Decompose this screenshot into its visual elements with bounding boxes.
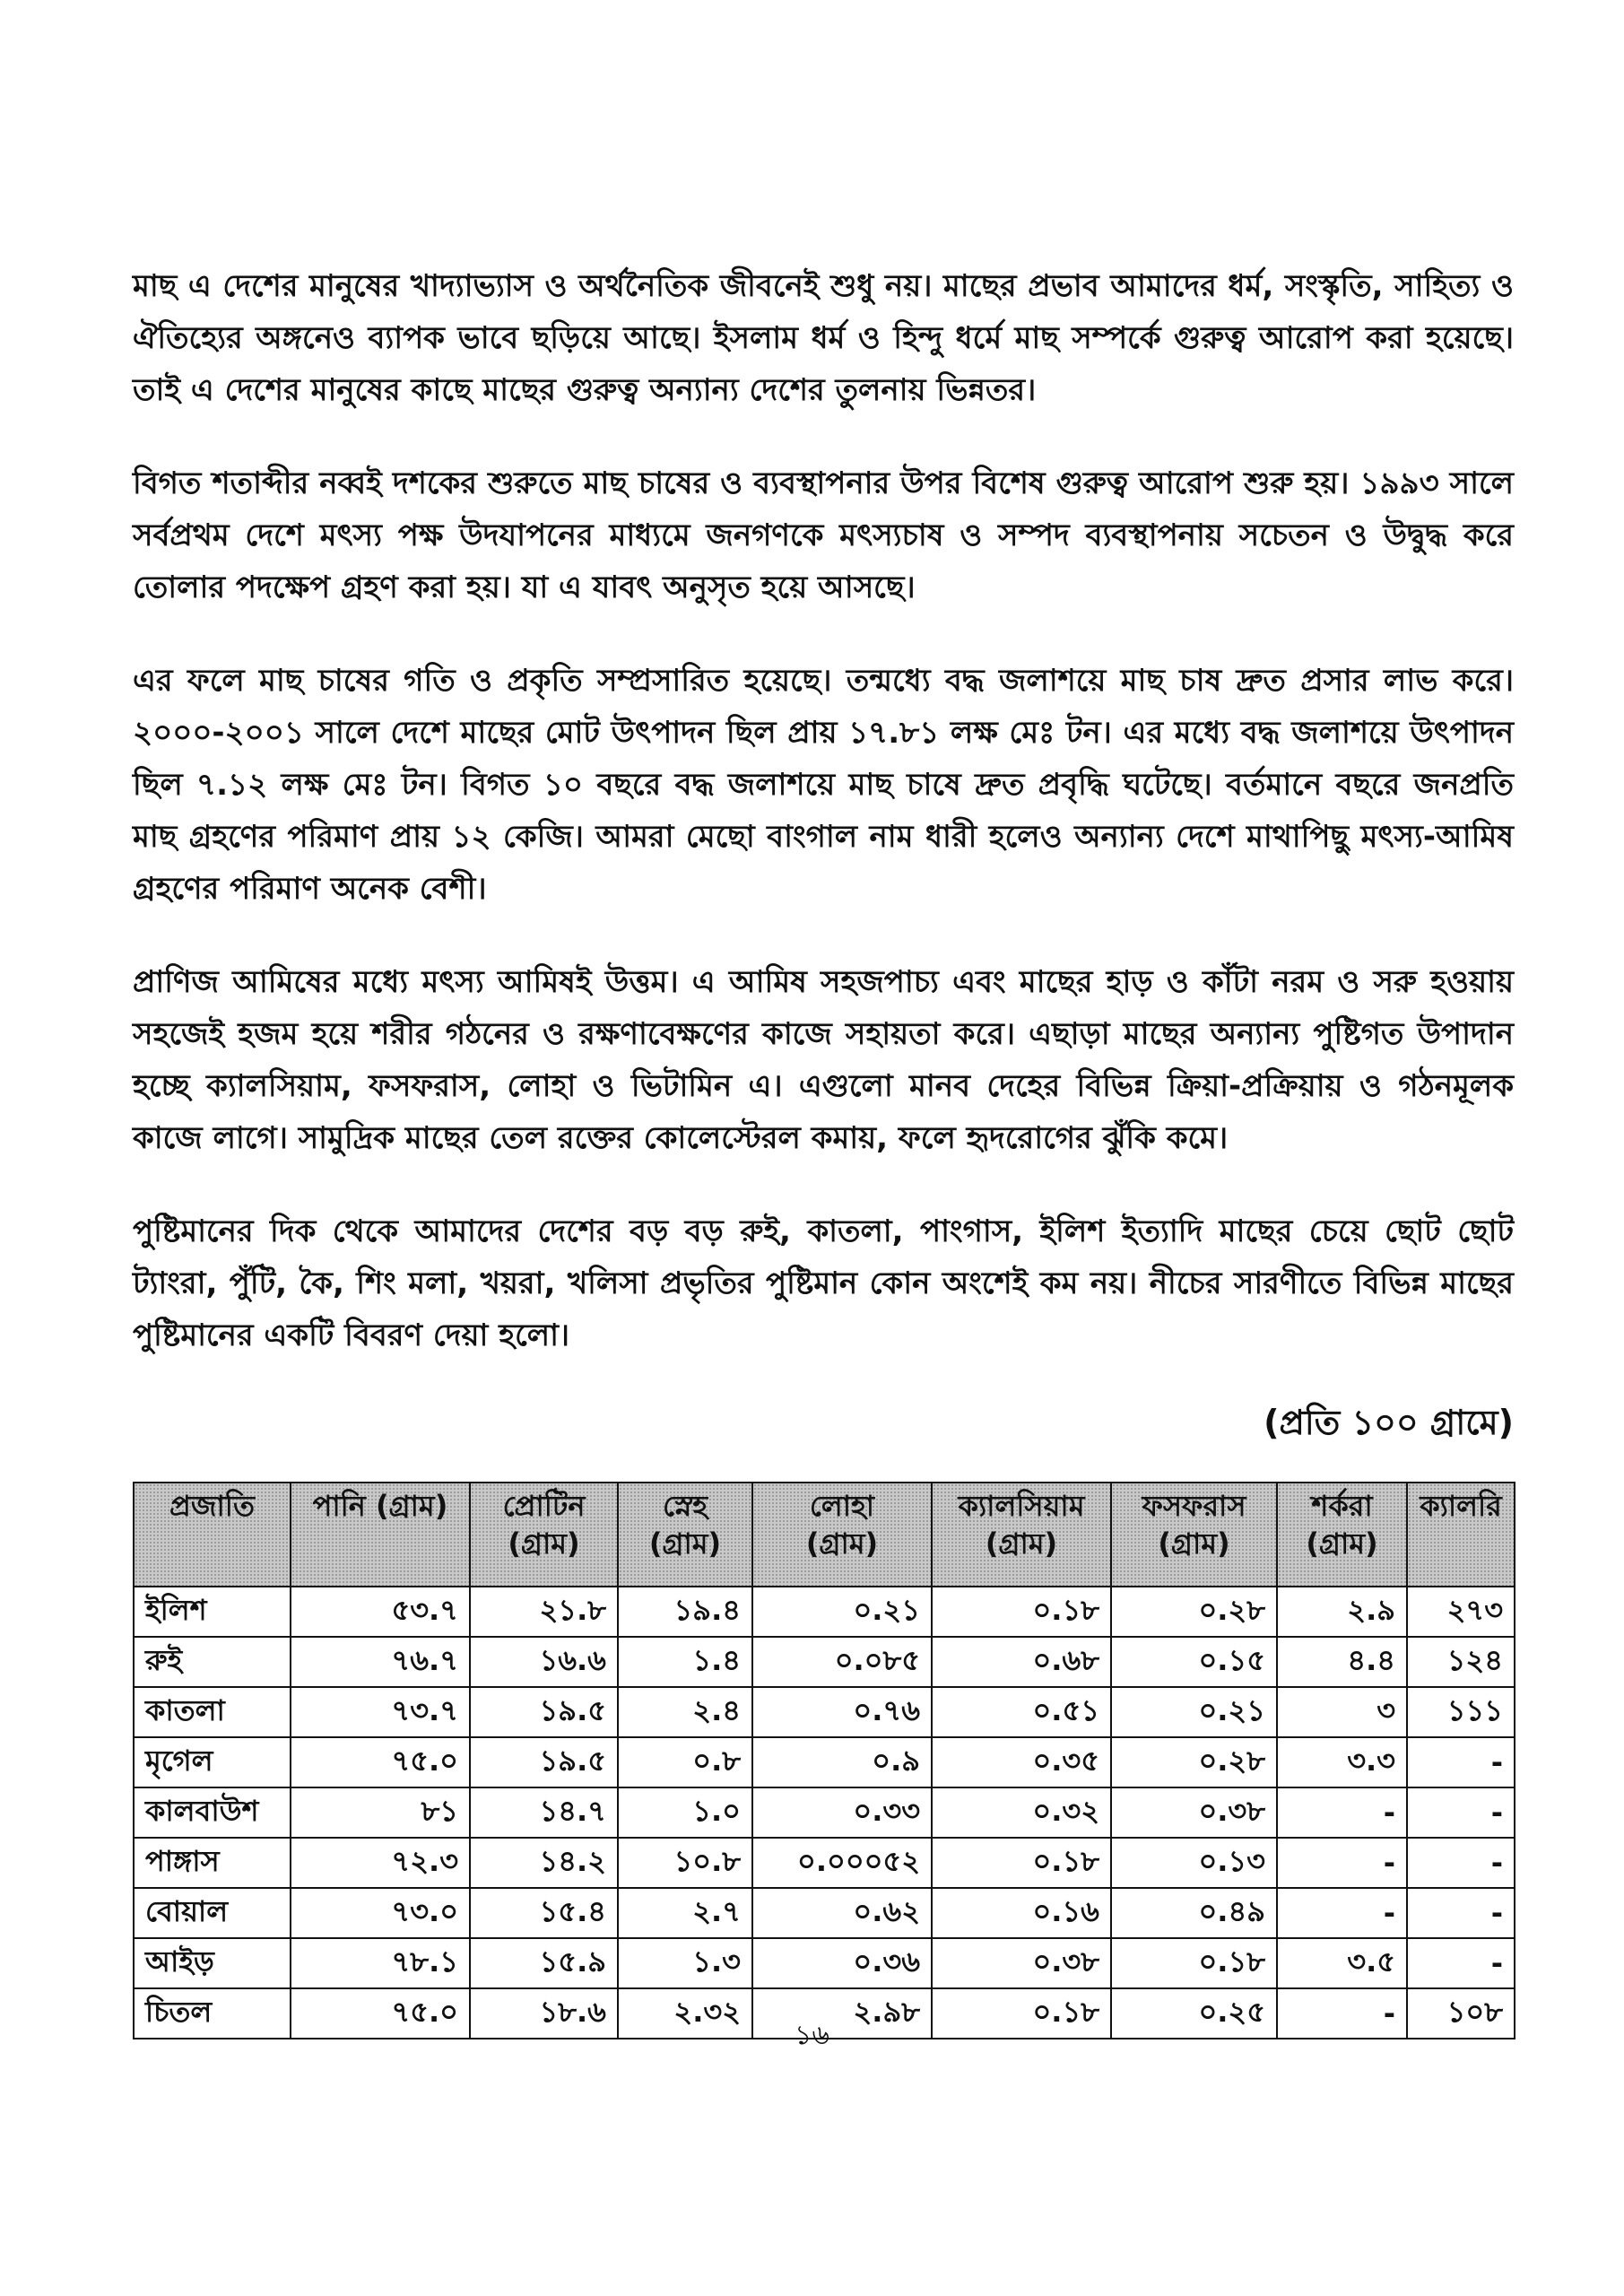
value-cell: ০.০৮৫ [752, 1637, 932, 1687]
nutrition-table [133, 1482, 1515, 2039]
value-cell: ০.৫১ [932, 1687, 1111, 1737]
value-cell: ২১.৮ [470, 1587, 618, 1637]
species-cell: চিতল [134, 1988, 291, 2039]
column-header-label: প্রোটিন [502, 1489, 586, 1523]
paragraph: মাছ এ দেশের মানুষের খাদ্যাভ্যাস ও অর্থনৈতিক জীবনেই শুধু নয়। মাছের প্রভাব আমাদের ধর্ম, সংস্কৃতি, সাহিত্য ও ঐতিহ্যের অঙ্গনেও ব্যাপক ভাবে ছড়িয়ে আছে। ইসলাম ধর্ম ও হিন্দু ধর্মে মাছ সম্পর্কে গুরুত্ব আরোপ করা হয়েছে। তাই এ দেশের মানুষের কাছে মাছের গুরুত্ব অন্যান্য দেশের তুলনায় ভিন্নতর। [133, 268, 1514, 408]
column-header-unit: (গ্রাম) [985, 1526, 1058, 1561]
page-number: ১৬ [795, 2020, 829, 2051]
value-cell: - [1407, 1737, 1515, 1787]
table-row [134, 1838, 1515, 1888]
species-cell: কালবাউশ [134, 1787, 291, 1838]
value-cell: ০.২৮ [1111, 1587, 1277, 1637]
value-cell: ১৬.৬ [470, 1637, 618, 1687]
value-cell: ৭৫.০ [291, 1737, 470, 1787]
species-cell: কাতলা [134, 1687, 291, 1737]
column-header-label: শর্করা [1311, 1489, 1373, 1523]
species-cell: পাঙ্গাস [134, 1838, 291, 1888]
value-cell: ৭২.৩ [291, 1838, 470, 1888]
column-header-unit: (গ্রাম) [1306, 1526, 1378, 1561]
value-cell: ০.২৫ [1111, 1988, 1277, 2039]
table-header-row [134, 1483, 1515, 1587]
paragraph: এর ফলে মাছ চাষের গতি ও প্রকৃতি সম্প্রসারিত হয়েছে। তন্মধ্যে বদ্ধ জলাশয়ে মাছ চাষ দ্রুত প্রসার লাভ করে। ২০০০-২০০১ সালে দেশে মাছের মোট উৎপাদন ছিল প্রায় ১৭.৮১ লক্ষ মেঃ টন। এর মধ্যে বদ্ধ জলাশয়ে উৎপাদন ছিল ৭.১২ লক্ষ মেঃ টন। বিগত ১০ বছরে বদ্ধ জলাশয়ে মাছ চাষে দ্রুত প্রবৃদ্ধি ঘটেছে। বর্তমানে বছরে জনপ্রতি মাছ গ্রহণের পরিমাণ প্রায় ১২ কেজি। আমরা মেছো বাংগাল নাম ধারী হলেও অন্যান্য দেশে মাথাপিছু মৎস্য-আমিষ গ্রহণের পরিমাণ অনেক বেশী। [133, 663, 1514, 907]
value-cell: ১১১ [1407, 1687, 1515, 1737]
value-cell: ০.৯ [752, 1737, 932, 1787]
value-cell: ০.১৮ [932, 1838, 1111, 1888]
table-row [134, 1938, 1515, 1988]
column-header [1407, 1483, 1515, 1587]
table-row [134, 1737, 1515, 1787]
value-cell: ০.৪৯ [1111, 1888, 1277, 1938]
value-cell: ০.৬২ [752, 1888, 932, 1938]
column-header [134, 1483, 291, 1587]
value-cell: ৮১ [291, 1787, 470, 1838]
value-cell: ০.১৮ [932, 1988, 1111, 2039]
value-cell: ০.৩৫ [932, 1737, 1111, 1787]
value-cell: ২.৯৮ [752, 1988, 932, 2039]
column-header [932, 1483, 1111, 1587]
column-header-label: স্নেহ [662, 1489, 708, 1523]
value-cell: - [1407, 1938, 1515, 1988]
value-cell: ১২৪ [1407, 1637, 1515, 1687]
value-cell: ২.৯ [1277, 1587, 1407, 1637]
value-cell: ২.৭ [618, 1888, 752, 1938]
paragraph: পুষ্টিমানের দিক থেকে আমাদের দেশের বড় বড় রুই, কাতলা, পাংগাস, ইলিশ ইত্যাদি মাছের চেয়ে ছোট ছোট ট্যাংরা, পুঁটি, কৈ, শিং মলা, খয়রা, খলিসা প্রভৃতির পুষ্টিমান কোন অংশেই কম নয়। নীচের সারণীতে বিভিন্ন মাছের পুষ্টিমানের একটি বিবরণ দেয়া হলো। [133, 1213, 1514, 1353]
value-cell: - [1407, 1888, 1515, 1938]
value-cell: ০.৩৬ [752, 1938, 932, 1988]
value-cell: ১৮.৬ [470, 1988, 618, 2039]
column-header-label: লোহা [809, 1489, 875, 1523]
value-cell: ০.০০০৫২ [752, 1838, 932, 1888]
value-cell: ১৪.৭ [470, 1787, 618, 1838]
value-cell: ৭৩.৭ [291, 1687, 470, 1737]
table-row [134, 1787, 1515, 1838]
species-cell: বোয়াল [134, 1888, 291, 1938]
value-cell: - [1277, 1838, 1407, 1888]
species-cell: ইলিশ [134, 1587, 291, 1637]
value-cell: ৭৩.০ [291, 1888, 470, 1938]
value-cell: ২৭৩ [1407, 1587, 1515, 1637]
column-header-unit: (গ্রাম) [508, 1526, 580, 1561]
column-header-unit: (গ্রাম) [648, 1526, 722, 1561]
column-header [618, 1483, 752, 1587]
value-cell: ১৯.৫ [470, 1737, 618, 1787]
value-cell: ১৯.৫ [470, 1687, 618, 1737]
column-header-label: ক্যালরি [1420, 1489, 1502, 1523]
table-row [134, 1687, 1515, 1737]
table-row [134, 1888, 1515, 1938]
value-cell: ৭৮.১ [291, 1938, 470, 1988]
column-header-label: প্রজাতি [169, 1489, 255, 1523]
column-header [1277, 1483, 1407, 1587]
value-cell: ০.১৮ [932, 1587, 1111, 1637]
paragraph: বিগত শতাব্দীর নব্বই দশকের শুরুতে মাছ চাষের ও ব্যবস্থাপনার উপর বিশেষ গুরুত্ব আরোপ শুরু হয়। ১৯৯৩ সালে সর্বপ্রথম দেশে মৎস্য পক্ষ উদযাপনের মাধ্যমে জনগণকে মৎস্যচাষ ও সম্পদ ব্যবস্থাপনায় সচেতন ও উদ্বুদ্ধ করে তোলার পদক্ষেপ গ্রহণ করা হয়। যা এ যাবৎ অনুসৃত হয়ে আসছে। [133, 465, 1514, 605]
value-cell: ৭৬.৭ [291, 1637, 470, 1687]
column-header [470, 1483, 618, 1587]
table-row [134, 1637, 1515, 1687]
value-cell: ০.১৩ [1111, 1838, 1277, 1888]
value-cell: ২.৪ [618, 1687, 752, 1737]
value-cell: ০.১৬ [932, 1888, 1111, 1938]
species-cell: মৃগেল [134, 1737, 291, 1787]
value-cell: - [1277, 1988, 1407, 2039]
value-cell: ০.৩৮ [1111, 1787, 1277, 1838]
value-cell: ০.১৫ [1111, 1637, 1277, 1687]
value-cell: ১.৩ [618, 1938, 752, 1988]
value-cell: ৩ [1277, 1687, 1407, 1737]
value-cell: ০.২১ [1111, 1687, 1277, 1737]
value-cell: ০.৩২ [932, 1787, 1111, 1838]
species-cell: আইড় [134, 1938, 291, 1988]
value-cell: - [1407, 1838, 1515, 1888]
value-cell: ৪.৪ [1277, 1637, 1407, 1687]
value-cell: ৩.৫ [1277, 1938, 1407, 1988]
value-cell: ১৫.৯ [470, 1938, 618, 1988]
value-cell: ১৯.৪ [618, 1587, 752, 1637]
value-cell: ১৫.৪ [470, 1888, 618, 1938]
page-content [133, 260, 1514, 2039]
value-cell: - [1407, 1787, 1515, 1838]
value-cell: ০.৬৮ [932, 1637, 1111, 1687]
value-cell: ০.১৮ [1111, 1938, 1277, 1988]
value-cell: ০.৩৮ [932, 1938, 1111, 1988]
value-cell: ৩.৩ [1277, 1737, 1407, 1787]
value-cell: ১.৪ [618, 1637, 752, 1687]
unit-note: (প্রতি ১০০ গ্রামে) [1264, 1403, 1514, 1442]
value-cell: ০.২৮ [1111, 1737, 1277, 1787]
column-header-label: ফসফরাস [1142, 1489, 1246, 1523]
column-header-unit: (গ্রাম) [1158, 1526, 1230, 1561]
value-cell: ০.৭৬ [752, 1687, 932, 1737]
column-header-label: ক্যালসিয়াম [958, 1489, 1085, 1523]
column-header [752, 1483, 932, 1587]
value-cell: ৭৫.০ [291, 1988, 470, 2039]
value-cell: ১০৮ [1407, 1988, 1515, 2039]
value-cell: ০.৮ [618, 1737, 752, 1787]
value-cell: ১০.৮ [618, 1838, 752, 1888]
column-header [291, 1483, 470, 1587]
value-cell: ২.৩২ [618, 1988, 752, 2039]
value-cell: ০.৩৩ [752, 1787, 932, 1838]
table-row [134, 1587, 1515, 1637]
species-cell: রুই [134, 1637, 291, 1687]
value-cell: ০.২১ [752, 1587, 932, 1637]
value-cell: ৫৩.৭ [291, 1587, 470, 1637]
table-body [134, 1587, 1515, 2039]
column-header-unit: (গ্রাম) [805, 1526, 879, 1561]
value-cell: - [1277, 1888, 1407, 1938]
value-cell: ১৪.২ [470, 1838, 618, 1888]
paragraph: প্রাণিজ আমিষের মধ্যে মৎস্য আমিষই উত্তম। এ আমিষ সহজপাচ্য এবং মাছের হাড় ও কাঁটা নরম ও সরু হওয়ায় সহজেই হজম হয়ে শরীর গঠনের ও রক্ষণাবেক্ষণের কাজে সহায়তা করে। এছাড়া মাছের অন্যান্য পুষ্টিগত উপাদান হচ্ছে ক্যালসিয়াম, ফসফরাস, লোহা ও ভিটামিন এ। এগুলো মানব দেহের বিভিন্ন ক্রিয়া-প্রক্রিয়ায় ও গঠনমূলক কাজে লাগে। সামুদ্রিক মাছের তেল রক্তের কোলেস্টেরল কমায়, ফলে হৃদরোগের ঝুঁকি কমে। [133, 964, 1514, 1156]
column-header-label: পানি (গ্রাম) [312, 1489, 448, 1523]
column-header [1111, 1483, 1277, 1587]
value-cell: - [1277, 1787, 1407, 1838]
value-cell: ১.০ [618, 1787, 752, 1838]
